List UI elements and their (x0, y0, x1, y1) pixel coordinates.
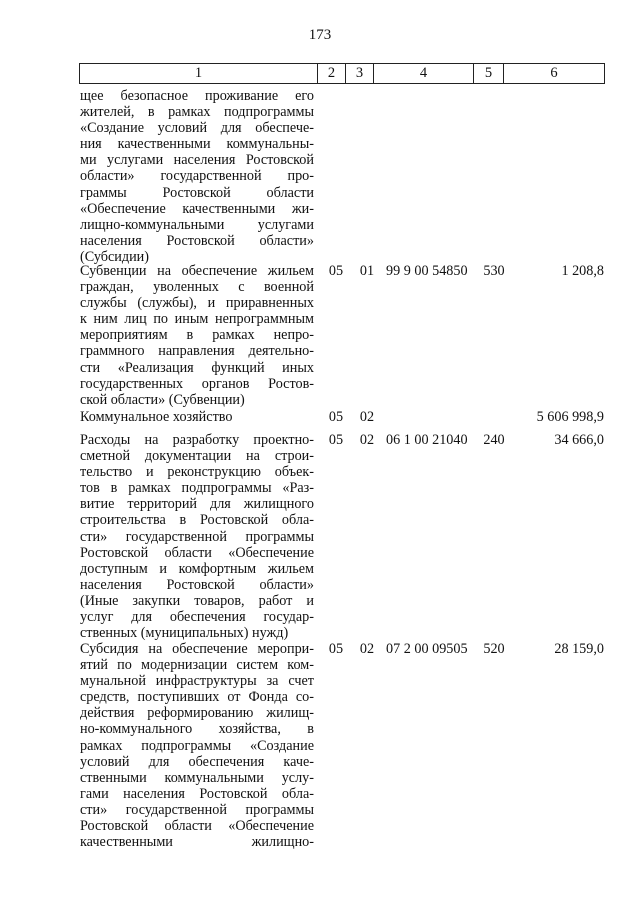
description-line: граммы Ростовской области (80, 184, 314, 201)
subsection-code: 01 (359, 263, 375, 279)
column-header-2: 2 (318, 64, 346, 84)
target-article-code: 99 9 00 54850 (386, 263, 468, 279)
amount: 28 159,0 (554, 641, 604, 657)
description-line: государственных органов Ростов- (80, 375, 314, 392)
row-description (80, 263, 314, 408)
description-line: службы (службы), и приравненных (80, 295, 314, 312)
description-line: сти» государственной программы (80, 801, 314, 818)
amount: 1 208,8 (561, 263, 604, 279)
description-line: тельство и реконструкцию объек- (80, 464, 314, 481)
description-line: Расходы на разработку проектно- (80, 432, 314, 448)
description-line: Ростовской области «Обеспечение (80, 818, 314, 835)
expense-type-code: 530 (483, 263, 505, 279)
column-header-row (79, 63, 605, 84)
description-line: витие территорий для жилищного (80, 496, 314, 513)
description-line: «Обеспечение качественными жи- (80, 200, 314, 217)
description-line: лищно-коммунальными услугами (80, 216, 314, 233)
description-line: Ростовской области «Обеспечение (80, 544, 314, 561)
description-line: ятий по модернизации систем ком- (80, 657, 314, 674)
description-line: сти «Реализация функций иных (80, 359, 314, 376)
section-code: 05 (328, 432, 344, 448)
description-line: мероприятиям в рамках непро- (80, 327, 314, 344)
column-header-4: 4 (374, 64, 474, 84)
subsection-code: 02 (359, 641, 375, 657)
column-header-3: 3 (346, 64, 374, 84)
section-code: 05 (328, 409, 344, 425)
column-header-5: 5 (474, 64, 504, 84)
description-line: мунальной инфраструктуры за счет (80, 673, 314, 690)
page-number: 173 (308, 27, 332, 43)
description-line: тов в рамках подпрограммы «Раз- (80, 480, 314, 497)
description-line: рамках подпрограммы «Создание (80, 737, 314, 754)
description-line: ственными коммунальными услу- (80, 769, 314, 786)
description-line: услуг для обеспечения государ- (80, 609, 314, 626)
description-line: но-коммунального хозяйства, в (80, 721, 314, 738)
row-description (80, 409, 314, 425)
section-code: 05 (328, 263, 344, 279)
description-line: жителей, в рамках подпрограммы (80, 104, 314, 121)
description-line: условий для обеспечения каче- (80, 753, 314, 770)
description-line: средств, поступивших от Фонда со- (80, 689, 314, 706)
description-line: доступным и комфортным жильем (80, 560, 314, 577)
target-article-code: 06 1 00 21040 (386, 432, 468, 448)
subsection-code: 02 (359, 432, 375, 448)
description-line: ской области» (Субвенции) (80, 391, 245, 408)
amount: 34 666,0 (554, 432, 604, 448)
row-description (80, 641, 314, 850)
description-line: строительства в Ростовской обла- (80, 512, 314, 529)
description-line: населения Ростовской области» (80, 576, 314, 593)
description-line: щее безопасное проживание его (80, 88, 314, 104)
description-line: сти» государственной программы (80, 528, 314, 545)
description-line: Субвенции на обеспечение жильем (80, 263, 314, 279)
description-line: населения Ростовской области» (80, 232, 314, 249)
description-line: (Субсидии) (80, 248, 149, 265)
description-line: ния качественными коммунальны- (80, 136, 314, 153)
amount: 5 606 998,9 (536, 409, 604, 425)
expense-type-code: 240 (483, 432, 505, 448)
description-line: области» государственной про- (80, 168, 314, 185)
column-header-1: 1 (80, 64, 318, 84)
description-line: качественными жилищно- (80, 834, 314, 851)
subsection-code: 02 (359, 409, 375, 425)
description-line: Коммунальное хозяйство (80, 409, 233, 425)
description-line: действия реформированию жилищ- (80, 705, 314, 722)
description-line: к ним лиц по иным непрограммным (80, 311, 314, 328)
description-line: (Иные закупки товаров, работ и (80, 592, 314, 609)
description-line: сметной документации на строи- (80, 448, 314, 465)
description-line: Субсидия на обеспечение меропри- (80, 641, 314, 657)
column-header-6: 6 (504, 64, 605, 84)
description-line: «Создание условий для обеспече- (80, 120, 314, 137)
expense-type-code: 520 (483, 641, 505, 657)
description-line: ми услугами населения Ростовской (80, 152, 314, 169)
description-line: граммного направления деятельно- (80, 343, 314, 360)
row-description (80, 432, 314, 641)
description-line: ственных (муниципальных) нужд) (80, 625, 289, 642)
target-article-code: 07 2 00 09505 (386, 641, 468, 657)
description-line: гами населения Ростовской обла- (80, 785, 314, 802)
row-description (80, 88, 314, 265)
description-line: граждан, уволенных с военной (80, 279, 314, 296)
section-code: 05 (328, 641, 344, 657)
